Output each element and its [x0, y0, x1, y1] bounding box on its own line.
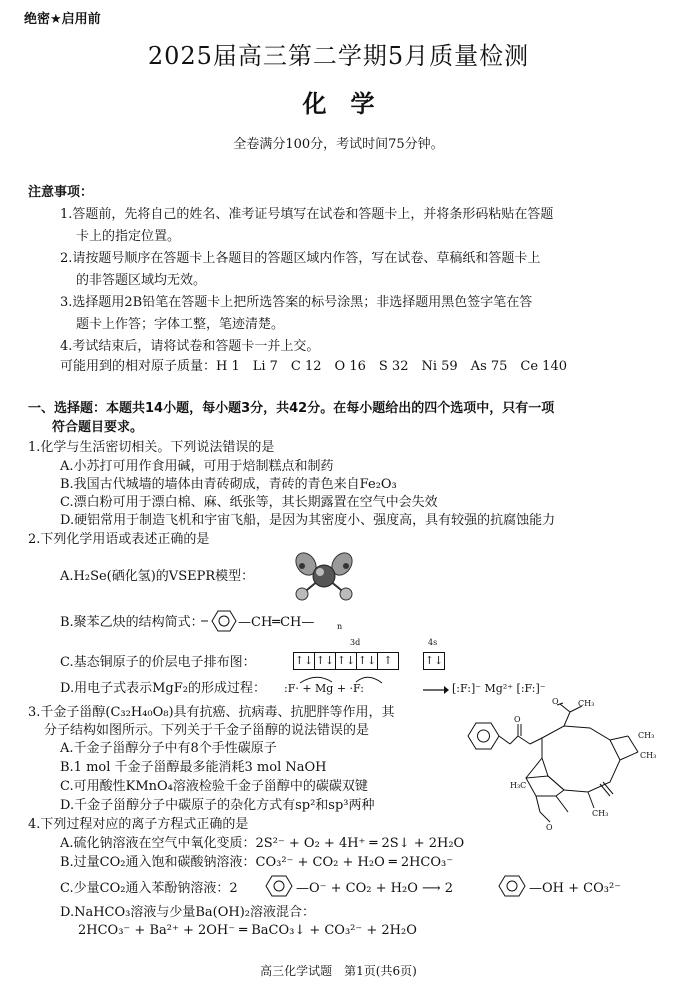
struct-label-ch3: CH₃ — [638, 731, 655, 740]
q2-d-product: [:F:]⁻ Mg²⁺ [:F:]⁻ — [452, 682, 546, 695]
subject-title: 化 学 — [302, 90, 375, 118]
q1-stem: 1.化学与生活密切相关。下列说法错误的是 — [28, 440, 275, 455]
q2-b-subscript-n: n — [337, 622, 343, 631]
orbital-box: ↑↓ — [315, 652, 336, 670]
q1-option-b: B.我国古代城墙的墙体由青砖砌成，青砖的青色来自Fe₂O₃ — [60, 477, 397, 492]
q4-c-products: —OH + CO₃²⁻ — [529, 881, 622, 896]
q2-stem: 2.下列化学用语或表述正确的是 — [28, 532, 210, 547]
struct-label-ch3: CH₃ — [578, 699, 595, 708]
section-heading-cont: 符合题目要求。 — [52, 420, 144, 435]
q3-option-d: D.千金子甾醇分子中碳原子的杂化方式有sp²和sp³两种 — [60, 798, 375, 813]
q4-c-middle: —O⁻ + CO₂ + H₂O ⟶ 2 — [296, 881, 454, 896]
orbital-diagram-3d — [293, 652, 399, 670]
struct-label-o: O — [514, 715, 521, 724]
note-item: 1.答题前，先将自己的姓名、准考证号填写在试卷和答题卡上，并将条形码粘贴在答题 — [60, 207, 554, 222]
notes-heading: 注意事项： — [28, 185, 94, 200]
exam-title: 2025届高三第二学期5月质量检测 — [147, 42, 530, 70]
note-item: 的非答题区域均无效。 — [76, 273, 207, 288]
q1-option-d: D.硬铝常用于制造飞机和宇宙飞船，是因为其密度小、强度高，具有较强的抗腐蚀能力 — [60, 513, 556, 528]
section-heading: 一、选择题：本题共14小题，每小题3分，共42分。在每小题给出的四个选项中，只有一项 — [28, 401, 555, 416]
orbital-box: ↑ — [378, 652, 399, 670]
q2-d-reactants: :F· + Mg + ·F: — [284, 682, 365, 695]
q1-option-a: A.小苏打可用作食用碱，可用于焙制糕点和制药 — [60, 459, 334, 474]
q3-option-a: A.千金子甾醇分子中有8个手性碳原子 — [60, 741, 277, 756]
q1-option-c: C.漂白粉可用于漂白棉、麻、纸张等，其长期露置在空气中会失效 — [60, 495, 438, 510]
orbital-box: ↑↓ — [336, 652, 357, 670]
benzene-ring-icon — [200, 606, 240, 636]
q2-b-chain: —CH═CH— — [238, 615, 315, 630]
q2-option-a: A.H₂Se(硒化氢)的VSEPR模型： — [60, 569, 255, 584]
reaction-arrow-icon — [422, 684, 450, 696]
q2-c-4s-label: 4s — [428, 638, 438, 647]
q4-option-d: D.NaHCO₃溶液与少量Ba(OH)₂溶液混合： — [60, 905, 316, 920]
molecular-structure-image — [460, 696, 660, 836]
q3-option-c: C.可用酸性KMnO₄溶液检验千金子甾醇中的碳碳双键 — [60, 779, 368, 794]
q3-option-b: B.1 mol 千金子甾醇最多能消耗3 mol NaOH — [60, 760, 327, 775]
page-footer: 高三化学试题 第1页(共6页) — [260, 964, 417, 978]
struct-label-o: O — [552, 697, 559, 706]
note-item: 4.考试结束后，请将试卷和答题卡一并上交。 — [60, 339, 320, 354]
atomic-masses: 可能用到的相对原子质量：H 1 Li 7 C 12 O 16 S 32 Ni 59 As 75 Ce 140 — [60, 359, 567, 374]
benzene-ring-icon — [263, 872, 297, 900]
q2-option-d: D.用电子式表示MgF₂的形成过程： — [60, 681, 266, 696]
q2-c-3d-label: 3d — [350, 638, 361, 647]
q4-option-a: A.硫化钠溶液在空气中氧化变质：2S²⁻ + O₂ + 4H⁺ ═ 2S↓ + 2H₂O — [60, 836, 465, 851]
orbital-box: ↑↓ — [293, 652, 315, 670]
q2-option-c: C.基态铜原子的价层电子排布图： — [60, 655, 256, 670]
struct-label-ch3: CH₃ — [592, 809, 609, 818]
benzene-ring-icon — [496, 872, 530, 900]
secret-label: 绝密★启用前 — [24, 12, 101, 27]
electron-transfer-arrows-icon — [296, 674, 386, 684]
note-item: 3.选择题用2B铅笔在答题卡上把所选答案的标号涂黑；非选择题用黑色签字笔在答 — [60, 295, 533, 310]
q4-option-c: C.少量CO₂通入苯酚钠溶液：2 — [60, 881, 238, 896]
q3-stem-line2: 分子结构如图所示。下列关于千金子甾醇的说法错误的是 — [44, 723, 370, 738]
q2-option-b: B.聚苯乙炔的结构简式： — [60, 615, 204, 630]
orbital-box: ↑↓ — [357, 652, 378, 670]
orbital-box: ↑↓ — [423, 652, 445, 670]
q4-option-b: B.过量CO₂通入饱和碳酸钠溶液：CO₃²⁻ + CO₂ + H₂O ═ 2HCO₃⁻ — [60, 855, 454, 870]
struct-label-ch3: CH₃ — [640, 751, 657, 760]
note-item: 卡上的指定位置。 — [76, 229, 181, 244]
q4-option-d-equation: 2HCO₃⁻ + Ba²⁺ + 2OH⁻ ═ BaCO₃↓ + CO₃²⁻ + 2H₂O — [78, 923, 417, 938]
q3-stem-line1: 3.千金子甾醇(C₃₂H₄₀O₈)具有抗癌、抗病毒、抗肥胖等作用，其 — [28, 705, 395, 720]
note-item: 题卡上作答；字体工整，笔迹清楚。 — [76, 317, 285, 332]
vsepr-model-image — [292, 548, 356, 602]
struct-label-h3c: H₃C — [510, 781, 527, 790]
struct-label-o: O — [546, 823, 553, 832]
note-item: 2.请按题号顺序在答题卡上各题目的答题区域内作答，写在试卷、草稿纸和答题卡上 — [60, 251, 541, 266]
q4-stem: 4.下列过程对应的离子方程式正确的是 — [28, 817, 249, 832]
exam-info: 全卷满分100分，考试时间75分钟。 — [233, 137, 444, 152]
orbital-diagram-4s — [423, 652, 445, 670]
